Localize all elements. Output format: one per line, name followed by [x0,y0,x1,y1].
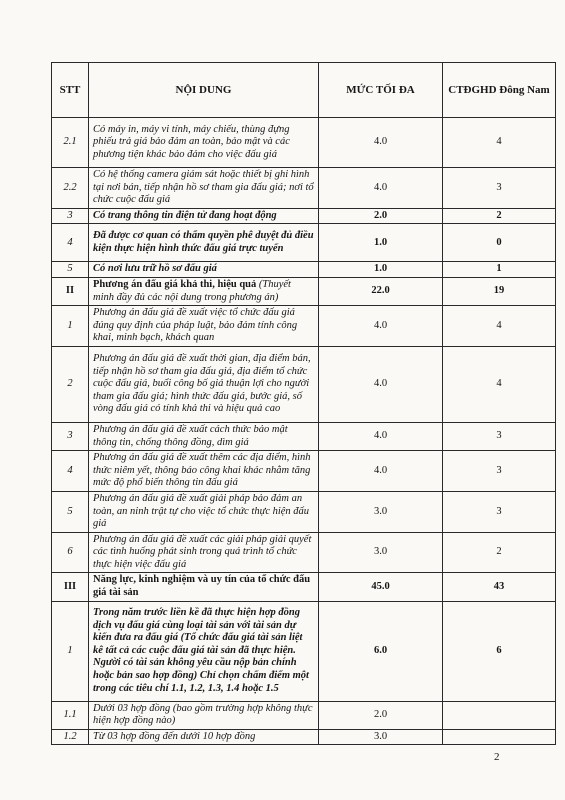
row-max: 4.0 [319,118,443,168]
table-row [52,224,556,262]
row-stt: 3 [52,208,89,224]
table-row [52,118,556,168]
row-score: 4 [443,346,556,422]
row-max: 3.0 [319,729,443,745]
row-max: 4.0 [319,451,443,492]
table-row [52,601,556,701]
row-score: 43 [443,573,556,601]
row-content: Có hệ thống camera giám sát hoặc thiết bị ghi hình tại nơi bán, tiếp nhận hồ sơ tham gia đấu giá; nơi tổ chức cuộc đấu giá [89,168,319,209]
row-score: 3 [443,491,556,532]
row-content [89,277,319,305]
row-score: 2 [443,532,556,573]
row-content: Phương án đấu giá đề xuất thời gian, địa điểm bán, tiếp nhận hồ sơ tham gia đấu giá, địa điểm tổ chức cuộc đấu giá, buổi công bố giá thuận lợi cho người tham gia đấu giá; hình thức đấu giá, bước giá, số vòng đấu giá có tính khả thi và hiệu quả cao [89,346,319,422]
row-content: Có máy in, máy vi tính, máy chiếu, thùng đựng phiếu trả giá bảo đảm an toàn, bảo mật và các phương tiện khác bảo đảm cho việc đấu giá [89,118,319,168]
row-max: 2.0 [319,208,443,224]
page-number: 2 [494,751,500,763]
row-score: 19 [443,277,556,305]
table-row [52,701,556,729]
row-score: 3 [443,168,556,209]
section-row [52,573,556,601]
table-row [52,451,556,492]
table-row [52,491,556,532]
row-stt: 3 [52,422,89,450]
row-score: 4 [443,306,556,347]
table-row [52,422,556,450]
header-stt: STT [52,63,89,118]
row-stt: II [52,277,89,305]
row-stt: III [52,573,89,601]
row-max: 3.0 [319,532,443,573]
row-score: 1 [443,262,556,278]
row-stt: 5 [52,491,89,532]
row-content: Phương án đấu giá đề xuất việc tổ chức đấu giá đúng quy định của pháp luật, bảo đảm tính công khai, minh bạch, khách quan [89,306,319,347]
row-content-note: (Thuyết minh đầy đủ các nội dung trong phương án) [93,278,291,303]
row-content: Từ 03 hợp đồng đến dưới 10 hợp đồng [89,729,319,745]
row-content: Dưới 03 hợp đồng (bao gồm trường hợp không thực hiện hợp đồng nào) [89,701,319,729]
header-max: MỨC TỐI ĐA [319,63,443,118]
row-score [443,701,556,729]
header-content: NỘI DUNG [89,63,319,118]
section-row [52,277,556,305]
row-content-main: Phương án đấu giá khả thi, hiệu quả [93,278,257,290]
row-max: 4.0 [319,306,443,347]
row-max: 1.0 [319,224,443,262]
row-stt: 1.2 [52,729,89,745]
criteria-table [51,62,556,745]
row-score: 6 [443,601,556,701]
row-max: 4.0 [319,168,443,209]
table-row [52,532,556,573]
row-max: 6.0 [319,601,443,701]
row-stt: 4 [52,451,89,492]
table-row [52,208,556,224]
header-score: CTĐGHD Đông Nam [443,63,556,118]
row-max: 2.0 [319,701,443,729]
row-max: 1.0 [319,262,443,278]
row-score: 4 [443,118,556,168]
row-content: Trong năm trước liền kề đã thực hiện hợp đồng dịch vụ đấu giá cùng loại tài sản với tài sản dự kiến đưa ra đấu giá (Tổ chức đấu giá tài sản liệt kê tất cả các cuộc đấu giá tài sản đã thực hiện. Người có tài sản không yêu cầu nộp bản chính hoặc bản sao hợp đồng) Chỉ chọn chấm điểm một trong các tiêu chí 1.1, 1.2, 1.3, 1.4 hoặc 1.5 [89,601,319,701]
row-content: Năng lực, kinh nghiệm và uy tín của tổ chức đấu giá tài sản [89,573,319,601]
row-stt: 2 [52,346,89,422]
row-max: 22.0 [319,277,443,305]
row-content: Đã được cơ quan có thẩm quyền phê duyệt đủ điều kiện thực hiện hình thức đấu giá trực tuyến [89,224,319,262]
table-row [52,168,556,209]
row-content: Phương án đấu giá đề xuất các giải pháp giải quyết các tình huống phát sinh trong quá trình tổ chức thực hiện việc đấu giá [89,532,319,573]
row-stt: 1 [52,601,89,701]
table-row [52,262,556,278]
table-row [52,346,556,422]
row-max: 45.0 [319,573,443,601]
row-score: 2 [443,208,556,224]
row-stt: 2.1 [52,118,89,168]
row-max: 4.0 [319,422,443,450]
row-content: Phương án đấu giá đề xuất cách thức bảo mật thông tin, chống thông đồng, dìm giá [89,422,319,450]
row-stt: 5 [52,262,89,278]
row-score: 3 [443,422,556,450]
row-content: Có nơi lưu trữ hồ sơ đấu giá [89,262,319,278]
table-row [52,306,556,347]
row-score [443,729,556,745]
row-stt: 1 [52,306,89,347]
row-content: Phương án đấu giá đề xuất thêm các địa điểm, hình thức niêm yết, thông báo công khai khác nhằm tăng mức độ phổ biến thông tin đấu giá [89,451,319,492]
row-score: 0 [443,224,556,262]
row-content: Có trang thông tin điện tử đang hoạt động [89,208,319,224]
table-header-row [52,63,556,118]
row-content: Phương án đấu giá đề xuất giải pháp bảo đảm an toàn, an ninh trật tự cho việc tổ chức thực hiện đấu giá [89,491,319,532]
table-row [52,729,556,745]
row-stt: 6 [52,532,89,573]
row-score: 3 [443,451,556,492]
row-max: 3.0 [319,491,443,532]
row-stt: 4 [52,224,89,262]
row-stt: 1.1 [52,701,89,729]
row-stt: 2.2 [52,168,89,209]
row-max: 4.0 [319,346,443,422]
